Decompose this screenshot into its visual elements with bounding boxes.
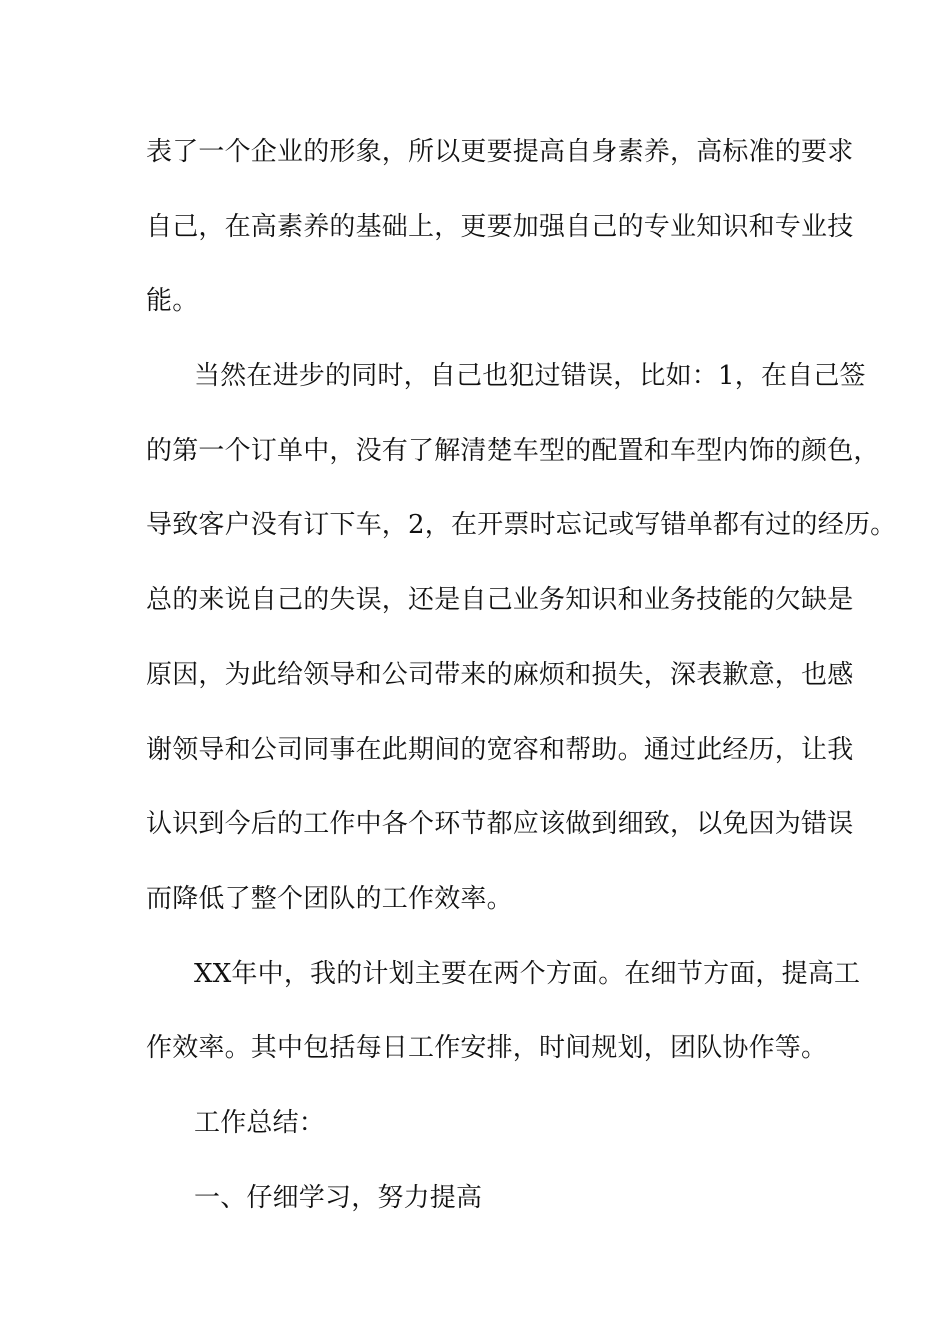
paragraph-line: 总的来说自己的失误，还是自己业务知识和业务技能的欠缺是 [146,585,854,615]
section-subheading: 一、仔细学习，努力提高 [194,1183,483,1213]
paragraph-line: XX年中，我的计划主要在两个方面。在细节方面，提高工 [194,959,861,989]
section-heading: 工作总结： [194,1108,326,1138]
paragraph-line: 认识到今后的工作中各个环节都应该做到细致，以免因为错误 [146,809,854,839]
paragraph-line: 的第一个订单中，没有了解清楚车型的配置和车型内饰的颜色， [146,436,880,466]
paragraph-line: 自己，在高素养的基础上，更要加强自己的专业知识和专业技 [146,212,854,242]
paragraph-line: 而降低了整个团队的工作效率。 [146,884,513,914]
paragraph-line: 作效率。其中包括每日工作安排，时间规划，团队协作等。 [146,1033,828,1063]
paragraph-line: 导致客户没有订下车，2，在开票时忘记或写错单都有过的经历。 [146,510,897,540]
paragraph-line: 当然在进步的同时，自己也犯过错误，比如：1，在自己签 [194,361,866,391]
paragraph-line: 原因，为此给领导和公司带来的麻烦和损失，深表歉意，也感 [146,660,854,690]
paragraph-line: 能。 [146,286,199,316]
paragraph-line: 谢领导和公司同事在此期间的宽容和帮助。通过此经历，让我 [146,735,854,765]
paragraph-line: 表了一个企业的形象，所以更要提高自身素养，高标准的要求 [146,137,854,167]
